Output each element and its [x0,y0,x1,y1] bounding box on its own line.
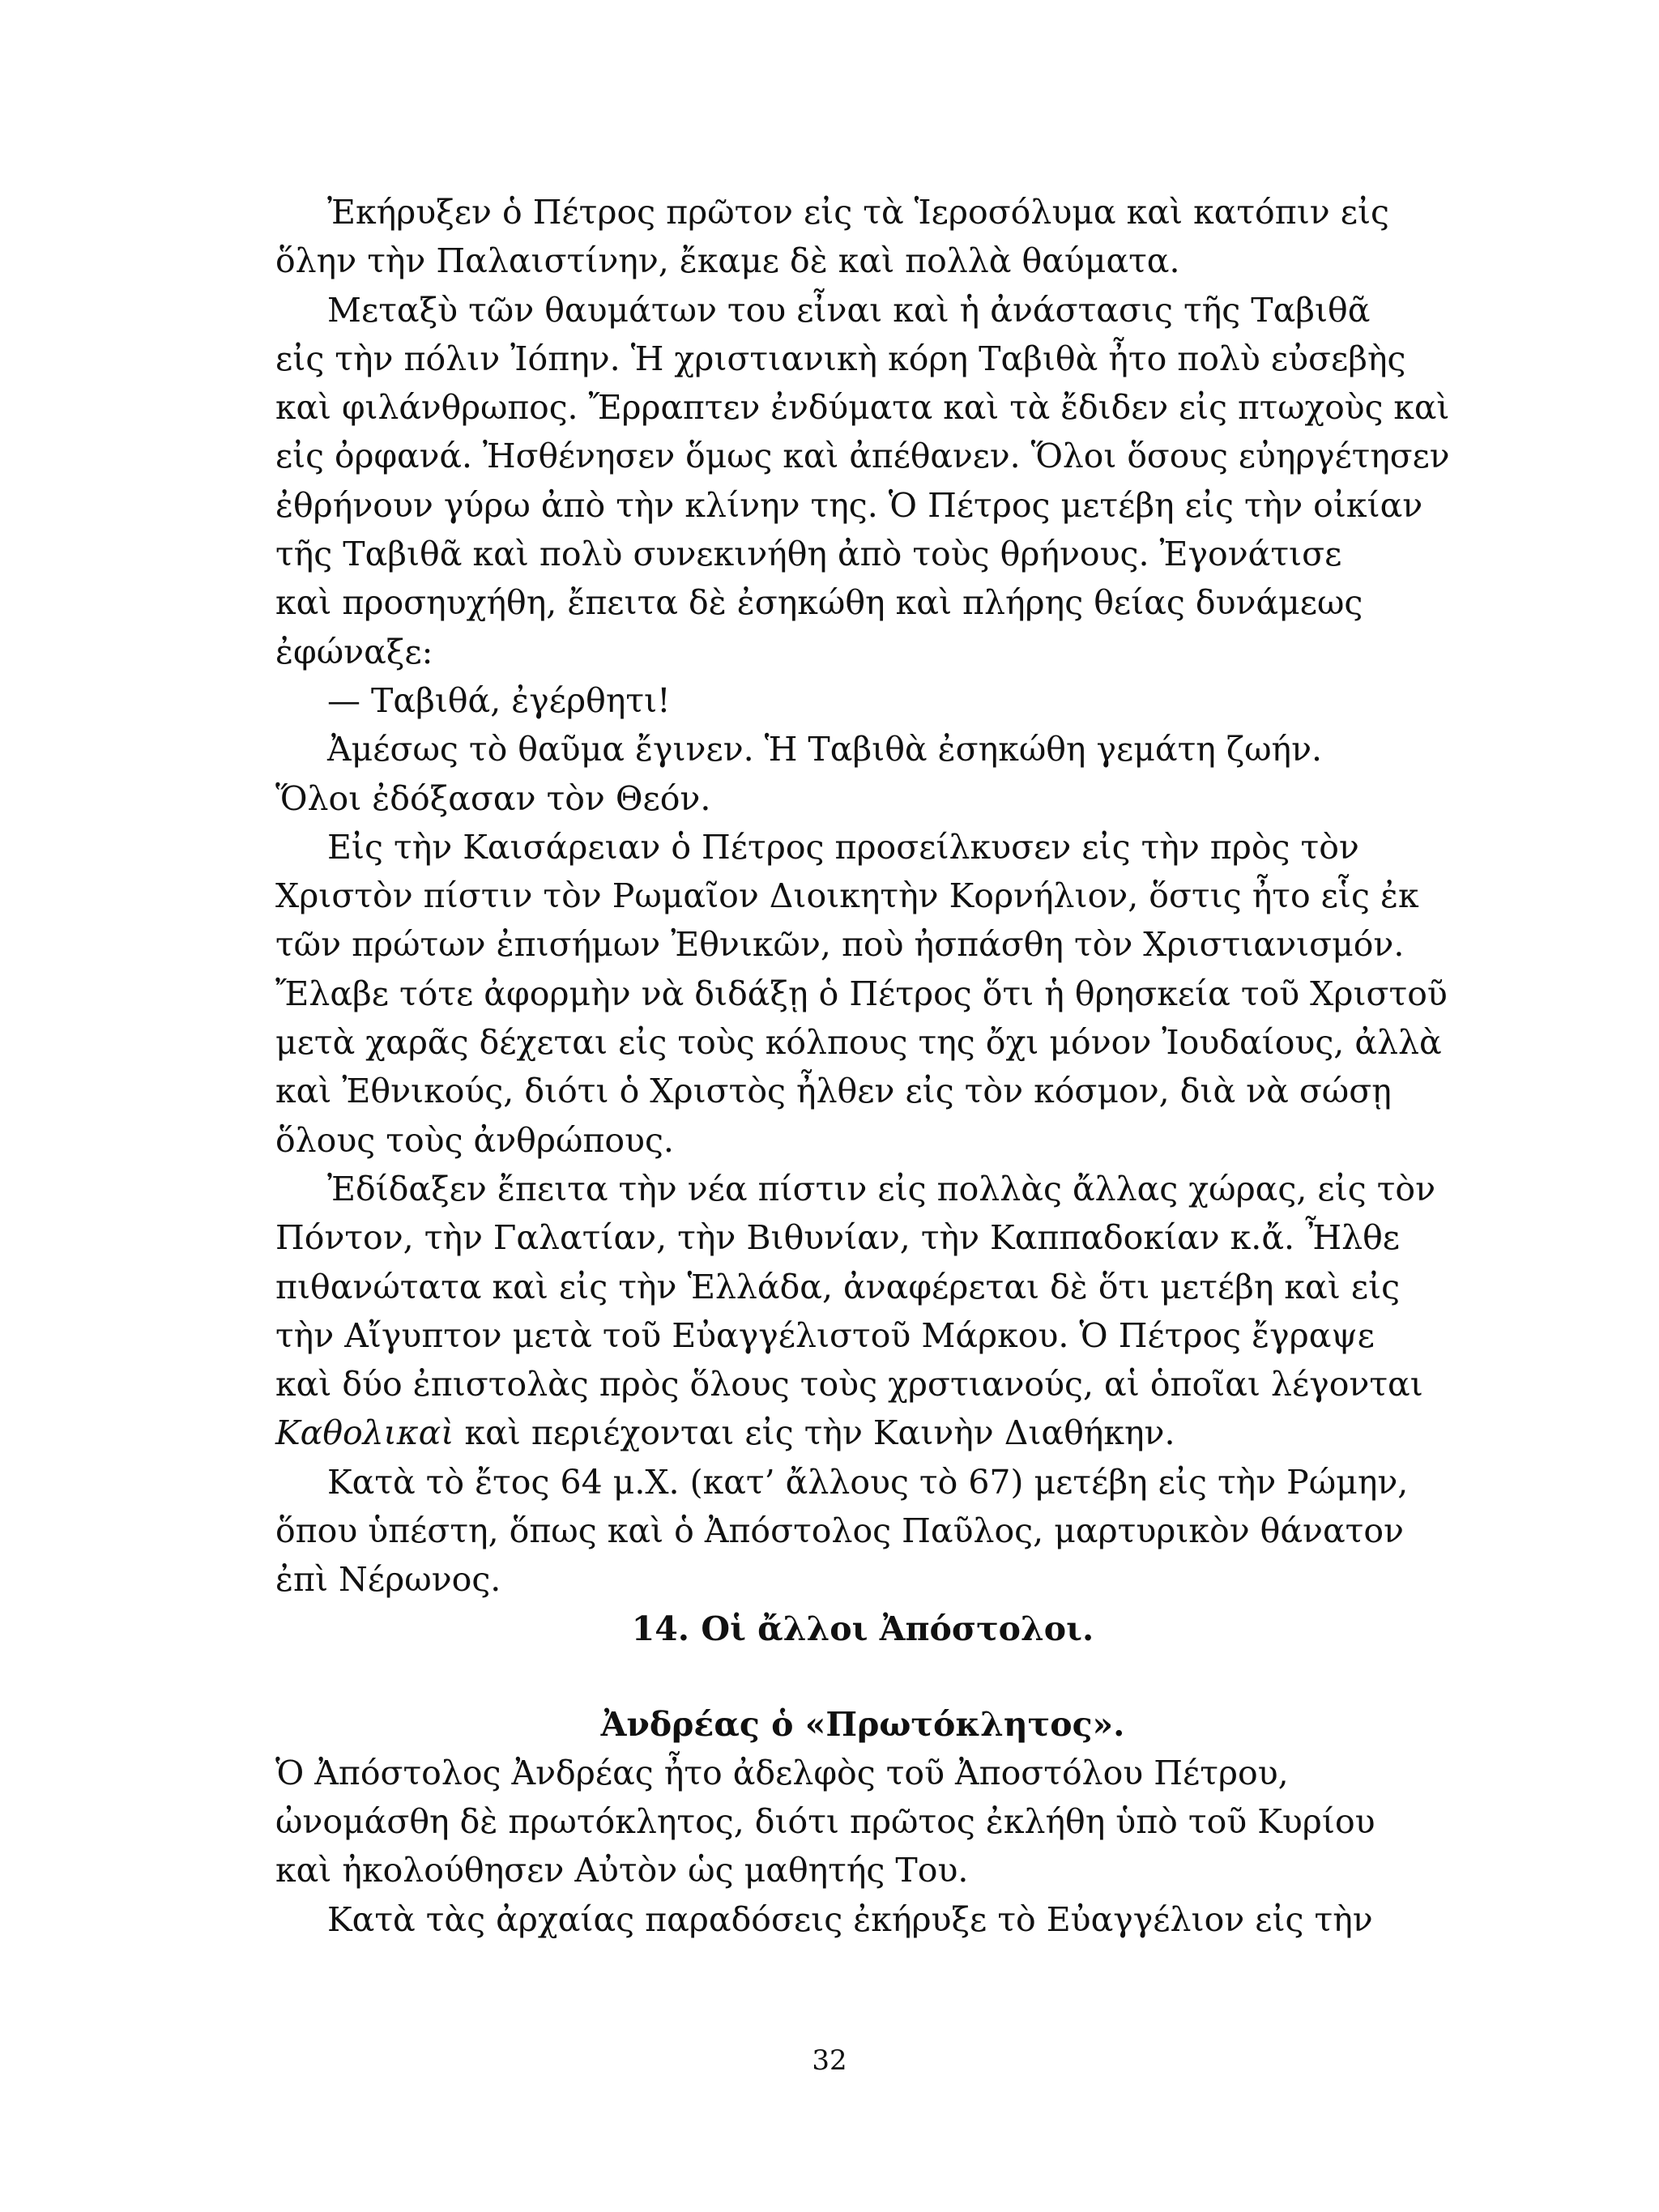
text-line: πιθανώτατα καὶ εἰς τὴν Ἑλλάδα, ἀναφέρεται δὲ ὅτι μετέβη καὶ εἰς [275,1267,1401,1306]
section-heading: Ἀνδρέας ὁ «Πρωτόκλητος». [600,1704,1125,1744]
paragraph-cornelius [275,823,1450,1165]
text-line: Ἔλαβε τότε ἀφορμὴν νὰ διδάξῃ ὁ Πέτρος ὅτι ἡ θρησκεία τοῦ Χριστοῦ [275,974,1448,1013]
text-line: τὴν Αἴγυπτον μετὰ τοῦ Εὐαγγέλιστοῦ Μάρκου. Ὁ Πέτρος ἔγραψε [275,1315,1375,1355]
text-line: τῆς Ταβιθᾶ καὶ πολὺ συνεκινήθη ἀπὸ τοὺς θρήνους. Ἐγονάτισε [275,535,1342,574]
text-line: Ὅλοι ἐδόξασαν τὸν Θεόν. [275,778,711,818]
paragraph-dialogue [275,676,1450,725]
chapter-heading: 14. Οἱ ἄλλοι Ἀπόστολοι. [631,1609,1094,1648]
text-line: καὶ δύο ἐπιστολὰς πρὸς ὅλους τοὺς χρστιανούς, αἱ ὁποῖαι λέγονται [275,1365,1423,1404]
text-line: — Ταβιθά, ἐγέρθητι! [327,680,671,720]
text-line: καὶ φιλάνθρωπος. Ἔρραπτεν ἐνδύματα καὶ τὰ ἔδιδεν εἰς πτωχοὺς καὶ [275,388,1450,428]
text-line: Ἐδίδαξεν ἔπειτα τὴν νέα πίστιν εἰς πολλὰς ἄλλας χώρας, εἰς τὸν [327,1169,1435,1208]
paragraph-tabitha [275,286,1450,676]
page-number: 32 [812,2044,847,2077]
text-line: καὶ Ἐθνικούς, διότι ὁ Χριστὸς ἦλθεν εἰς τὸν κόσμον, διὰ νὰ σώσῃ [275,1072,1392,1111]
text-fragment: καὶ περιέχονται εἰς τὴν Καινὴν Διαθήκην. [454,1413,1175,1453]
text-line: καὶ προσηυχήθη, ἔπειτα δὲ ἐσηκώθη καὶ πλήρης θείας δυνάμεως [275,583,1363,623]
text-line: εἰς ὀρφανά. Ἠσθένησεν ὅμως καὶ ἀπέθανεν. Ὅλοι ὅσους εὐηργέτησεν [275,437,1450,476]
paragraph-miracle [275,725,1450,823]
text-line: ὅλους τοὺς ἀνθρώπους. [275,1120,674,1160]
text-line: Πόντον, τὴν Γαλατίαν, τὴν Βιθυνίαν, τὴν Καππαδοκίαν κ.ἄ. Ἦλθε [275,1218,1400,1258]
text-line: ὅλην τὴν Παλαιστίνην, ἔκαμε δὲ καὶ πολλὰ θαύματα. [275,241,1180,281]
text-line: Ἐκήρυξεν ὁ Πέτρος πρῶτον εἰς τὰ Ἱεροσόλυμα καὶ κατόπιν εἰς [327,193,1389,232]
text-line: Κατὰ τὸ ἔτος 64 μ.Χ. (κατ’ ἄλλους τὸ 67) μετέβη εἰς τὴν Ρώμην, [327,1462,1409,1502]
text-line: Χριστὸν πίστιν τὸν Ρωμαῖον Διοικητὴν Κορνήλιον, ὅστις ἦτο εἷς ἐκ [275,876,1419,916]
text-line: Κατὰ τὰς ἀρχαίας παραδόσεις ἐκήρυξε τὸ Εὐαγγέλιον εἰς τὴν [327,1899,1373,1939]
text-line: ὅπου ὑπέστη, ὅπως καὶ ὁ Ἀπόστολος Παῦλος, μαρτυρικὸν θάνατον [275,1511,1404,1551]
paragraph-martyrdom [275,1458,1450,1605]
paragraph-further-teaching [275,1165,1450,1458]
text-line: Ἀμέσως τὸ θαῦμα ἔγινεν. Ἡ Ταβιθὰ ἐσηκώθη γεμάτη ζωήν. [327,730,1323,769]
text-line: τῶν πρώτων ἐπισήμων Ἐθνικῶν, ποὺ ἠσπάσθη τὸν Χριστιανισμόν. [275,925,1405,965]
paragraph-peter-preaching [275,188,1450,286]
text-line [275,1409,1450,1457]
page-body [275,188,1450,1944]
text-line: Εἰς τὴν Καισάρειαν ὁ Πέτρος προσείλκυσεν εἰς τὴν πρὸς τὸν [327,827,1359,867]
text-line: μετὰ χαρᾶς δέχεται εἰς τοὺς κόλπους της ὄχι μόνον Ἰουδαίους, ἀλλὰ [275,1023,1442,1063]
text-line: ἐθρήνουν γύρω ἀπὸ τὴν κλίνην της. Ὁ Πέτρος μετέβη εἰς τὴν οἰκίαν [275,485,1423,525]
text-line: εἰς τὴν πόλιν Ἰόπην. Ἡ χριστιανικὴ κόρη Ταβιθὰ ἦτο πολὺ εὐσεβὴς [275,339,1406,378]
paragraph-andrew [275,1749,1450,1895]
italic-term: Καθολικαὶ [275,1413,454,1453]
text-line: Ὁ Ἀπόστολος Ἀνδρέας ἦτο ἀδελφὸς τοῦ Ἀποστόλου Πέτρου, [275,1753,1289,1792]
text-line: ὠνομάσθη δὲ πρωτόκλητος, διότι πρῶτος ἐκλήθη ὑπὸ τοῦ Κυρίου [275,1801,1375,1841]
paragraph-traditions [275,1895,1450,1944]
text-line: καὶ ἠκολούθησεν Αὐτὸν ὡς μαθητής Του. [275,1851,969,1890]
text-line: Μεταξὺ τῶν θαυμάτων του εἶναι καὶ ἡ ἀνάστασις τῆς Ταβιθᾶ [327,290,1371,330]
text-line: ἐφώναξε: [275,632,433,671]
text-line: ἐπὶ Νέρωνος. [275,1560,501,1600]
